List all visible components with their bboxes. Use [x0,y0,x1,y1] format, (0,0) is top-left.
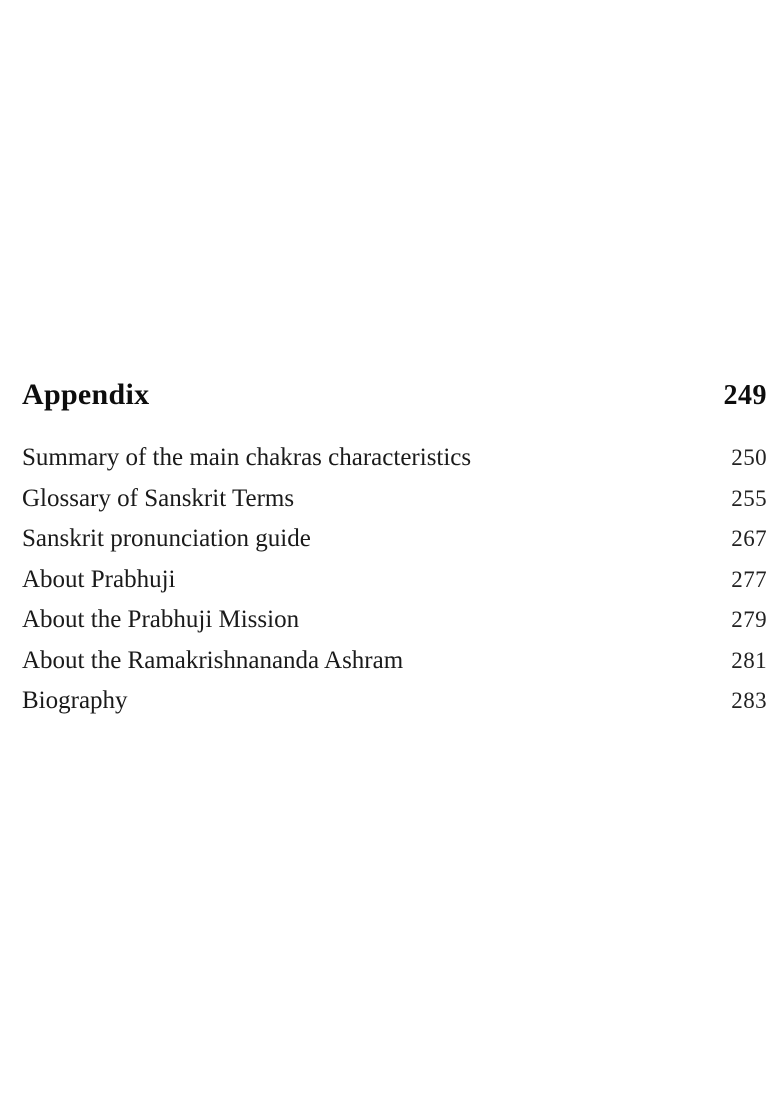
toc-entry-page: 255 [731,485,767,511]
list-item [22,560,767,601]
list-item [22,641,767,682]
toc-entry-label: Biography [22,687,128,714]
list-item [22,600,767,641]
toc-entry-page: 250 [731,445,767,470]
toc-entry-label: About the Ramakrishnananda Ashram [22,646,404,674]
toc-entry-page: 283 [731,688,767,713]
toc-entry-label: Sanskrit pronunciation guide [22,525,311,552]
toc-entry-page: 267 [731,526,767,551]
toc-entry-page: 277 [731,566,767,592]
toc-entry-page: 281 [731,647,767,673]
toc-entry-list [22,438,767,722]
toc-entry-label: Summary of the main chakras characteristics [22,444,472,471]
toc-entry-page: 279 [731,607,767,632]
list-item [22,438,767,479]
list-item [22,681,767,722]
list-item [22,519,767,560]
page-title: Appendix [22,378,150,411]
section-page-number: 249 [723,380,767,411]
toc-entry-label: About Prabhuji [22,565,176,593]
toc-entry-label: About the Prabhuji Mission [22,606,300,633]
list-item [22,479,767,520]
toc-entry-label: Glossary of Sanskrit Terms [22,484,295,512]
toc-section-heading [22,378,767,412]
table-of-contents [22,378,767,722]
